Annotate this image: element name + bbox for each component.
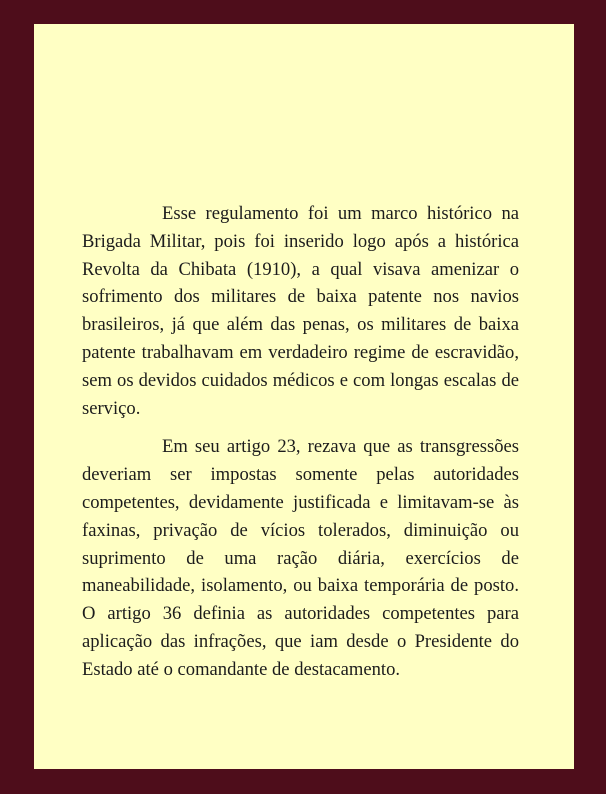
paragraph-1: Esse regulamento foi um marco histórico na Brigada Militar, pois foi inserido logo após a histórica Revolta da Chibata (1910), a qual visava amenizar o sofrimento dos militares de baixa patente nos navios brasileiros, já que além das penas, os militares de baixa patente trabalhavam em verdadeiro regime de escravidão, sem os devidos cuidados médicos e com longas escalas de serviço. bbox=[82, 203, 519, 419]
body-text bbox=[82, 200, 519, 684]
paragraph-2: Em seu artigo 23, rezava que as transgressões deveriam ser impostas somente pelas autoridades competentes, devidamente justificada e limitavam-se às faxinas, privação de vícios tolerados, diminuição ou suprimento de uma ração diária, exercícios de maneabilidade, isolamento, ou baixa temporária de posto. O artigo 36 definia as autoridades competentes para aplicação das infrações, que iam desde o Presidente do Estado até o comandante de destacamento. bbox=[82, 436, 519, 680]
document-page bbox=[34, 24, 574, 769]
